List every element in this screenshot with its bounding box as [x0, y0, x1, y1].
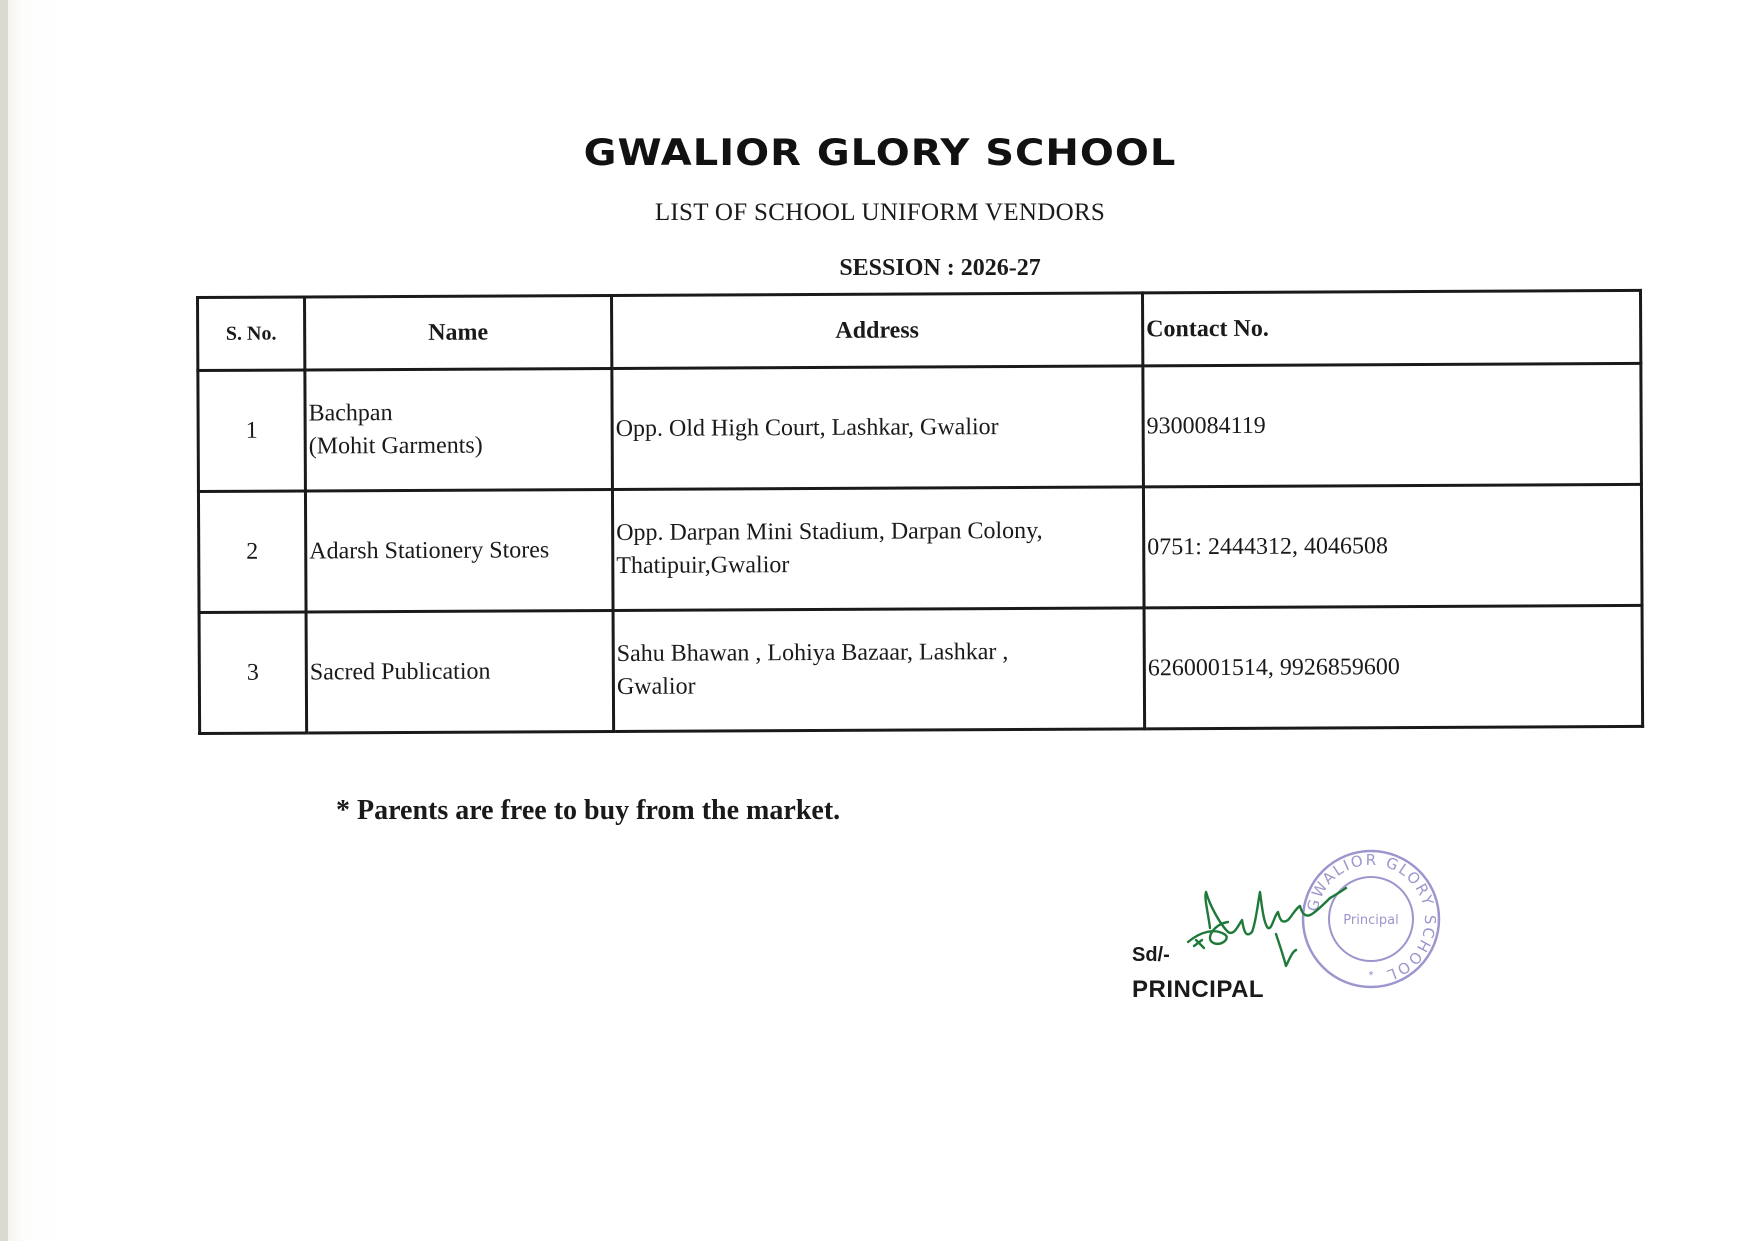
column-header-name: Name	[305, 295, 612, 369]
row-address-line: Thatipuir,Gwalior	[616, 552, 790, 579]
column-header-address: Address	[612, 293, 1143, 369]
table-row	[199, 605, 1643, 733]
parents-note: * Parents are free to buy from the market.	[336, 795, 841, 826]
row-name-line: Adarsh Stationery Stores	[309, 536, 550, 564]
school-name: GWALIOR GLORY SCHOOL	[583, 131, 1177, 175]
row-sno: 1	[198, 370, 306, 492]
column-header-sno: S. No.	[198, 297, 305, 371]
row-address-line: Opp. Darpan Mini Stadium, Darpan Colony,	[616, 517, 1043, 546]
column-header-contact: Contact No.	[1142, 290, 1640, 365]
list-title: LIST OF SCHOOL UNIFORM VENDORS	[654, 199, 1106, 226]
row-address	[612, 366, 1144, 490]
table-header-row	[198, 290, 1641, 370]
row-address	[613, 608, 1145, 732]
row-sno: 2	[198, 491, 306, 613]
principal-label: PRINCIPAL	[1132, 976, 1265, 1003]
row-name	[305, 368, 613, 490]
row-address	[612, 487, 1144, 611]
row-contact: 9300084119	[1143, 363, 1642, 486]
row-contact: 6260001514, 9926859600	[1144, 605, 1643, 728]
vendor-table-container	[196, 289, 1644, 735]
table-row	[198, 363, 1642, 491]
sd-label: Sd/-	[1132, 944, 1170, 966]
paper-edge	[0, 0, 8, 1241]
row-sno: 3	[199, 612, 307, 734]
row-name-line: (Mohit Garments)	[308, 432, 483, 460]
stamp-ring-text: GWALIOR GLORY SCHOOL	[1303, 850, 1440, 985]
principal-signature-icon	[1180, 862, 1370, 972]
row-name-line: Bachpan	[308, 400, 393, 427]
row-name	[306, 610, 614, 732]
stamp-center-text: Principal	[1343, 913, 1399, 928]
row-address-line: Sahu Bhawan , Lohiya Bazaar, Lashkar ,	[616, 639, 1009, 667]
table-row	[198, 484, 1642, 612]
row-address-line: Opp. Old High Court, Lashkar, Gwalior	[615, 413, 999, 442]
session-label: SESSION : 2026-27	[839, 255, 1041, 281]
svg-text:*: *	[1368, 970, 1374, 981]
row-name	[305, 489, 613, 611]
vendor-table	[196, 289, 1644, 735]
row-name-line: Sacred Publication	[309, 658, 491, 685]
row-address-line: Gwalior	[616, 673, 696, 700]
row-contact: 0751: 2444312, 4046508	[1143, 484, 1642, 607]
